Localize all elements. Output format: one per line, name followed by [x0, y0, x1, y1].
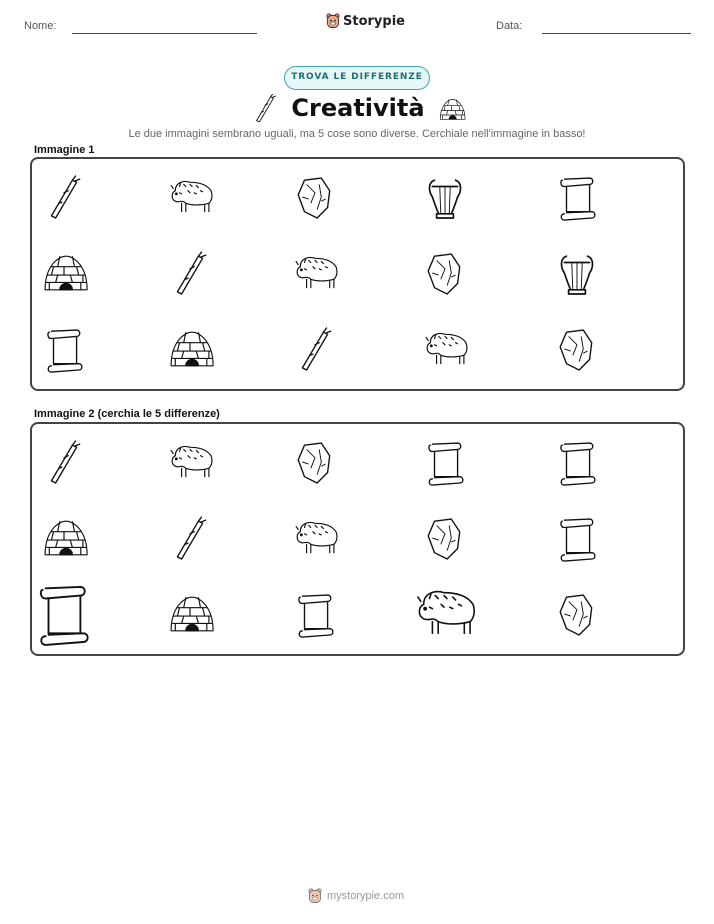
grid-cell — [160, 243, 224, 307]
grid-cell — [415, 243, 479, 307]
grid-cell[interactable] — [285, 584, 349, 648]
grid-cell — [415, 167, 479, 231]
grid-cell — [285, 243, 349, 307]
lyre-icon — [556, 252, 602, 298]
igloo-icon — [169, 593, 215, 639]
scroll-icon — [556, 517, 602, 563]
page-title: Creatività — [291, 94, 425, 122]
grid-cell — [415, 319, 479, 383]
grid-cell[interactable] — [547, 508, 611, 572]
bison-icon — [424, 328, 470, 374]
scroll-icon — [556, 441, 602, 487]
grid-cell[interactable] — [34, 508, 98, 572]
stone-icon — [424, 517, 470, 563]
grid-cell — [285, 167, 349, 231]
grid-cell — [547, 319, 611, 383]
grid-cell[interactable] — [415, 508, 479, 572]
igloo-icon — [169, 328, 215, 374]
image1-panel — [30, 157, 685, 391]
scroll-icon — [34, 584, 98, 648]
stick-icon — [43, 176, 89, 222]
stick-icon — [294, 328, 340, 374]
bison-icon — [294, 517, 340, 563]
igloo-icon — [43, 252, 89, 298]
grid-cell[interactable] — [285, 432, 349, 496]
bear-icon — [308, 888, 322, 904]
grid-cell[interactable] — [34, 584, 98, 648]
grid-cell[interactable] — [415, 584, 479, 648]
stone-icon — [294, 176, 340, 222]
stick-icon — [43, 441, 89, 487]
grid-cell — [547, 167, 611, 231]
date-label: Data: — [496, 20, 523, 32]
grid-cell[interactable] — [547, 584, 611, 648]
image1-label: Immagine 1 — [34, 144, 95, 156]
stone-icon — [556, 593, 602, 639]
grid-cell — [160, 167, 224, 231]
grid-cell[interactable] — [160, 584, 224, 648]
title-row — [250, 92, 470, 124]
stone-icon — [556, 328, 602, 374]
stick-icon — [169, 252, 215, 298]
grid-cell — [34, 167, 98, 231]
image2-label: Immagine 2 (cerchia le 5 differenze) — [34, 408, 220, 420]
stone-icon — [294, 441, 340, 487]
grid-cell[interactable] — [285, 508, 349, 572]
image2-panel[interactable] — [30, 422, 685, 656]
grid-cell[interactable] — [547, 432, 611, 496]
footer — [308, 888, 404, 904]
grid-cell[interactable] — [415, 432, 479, 496]
brand-name: Storypie — [343, 13, 405, 29]
name-label: Nome: — [24, 20, 57, 32]
stick-icon — [169, 517, 215, 563]
igloo-icon — [439, 96, 469, 120]
date-line[interactable] — [542, 33, 691, 34]
brand-logo — [326, 13, 405, 29]
grid-cell[interactable] — [160, 432, 224, 496]
grid-cell — [160, 319, 224, 383]
scroll-icon — [294, 593, 340, 639]
grid-cell — [34, 243, 98, 307]
lyre-icon — [424, 176, 470, 222]
name-line[interactable] — [72, 33, 257, 34]
grid-cell — [547, 243, 611, 307]
stick-icon — [251, 94, 277, 122]
grid-cell — [285, 319, 349, 383]
footer-url: mystorypie.com — [327, 890, 405, 902]
stone-icon — [424, 252, 470, 298]
bison-icon — [415, 584, 479, 648]
bison-icon — [294, 252, 340, 298]
scroll-icon — [43, 328, 89, 374]
scroll-icon — [556, 176, 602, 222]
bison-icon — [169, 441, 215, 487]
grid-cell — [34, 319, 98, 383]
bison-icon — [169, 176, 215, 222]
grid-cell[interactable] — [34, 432, 98, 496]
igloo-icon — [43, 517, 89, 563]
bear-icon — [326, 13, 340, 29]
activity-badge: TROVA LE DIFFERENZE — [284, 66, 430, 90]
grid-cell[interactable] — [160, 508, 224, 572]
instructions: Le due immagini sembrano uguali, ma 5 cose sono diverse. Cerchiale nell'immagine in basso! — [128, 128, 586, 140]
scroll-icon — [424, 441, 470, 487]
